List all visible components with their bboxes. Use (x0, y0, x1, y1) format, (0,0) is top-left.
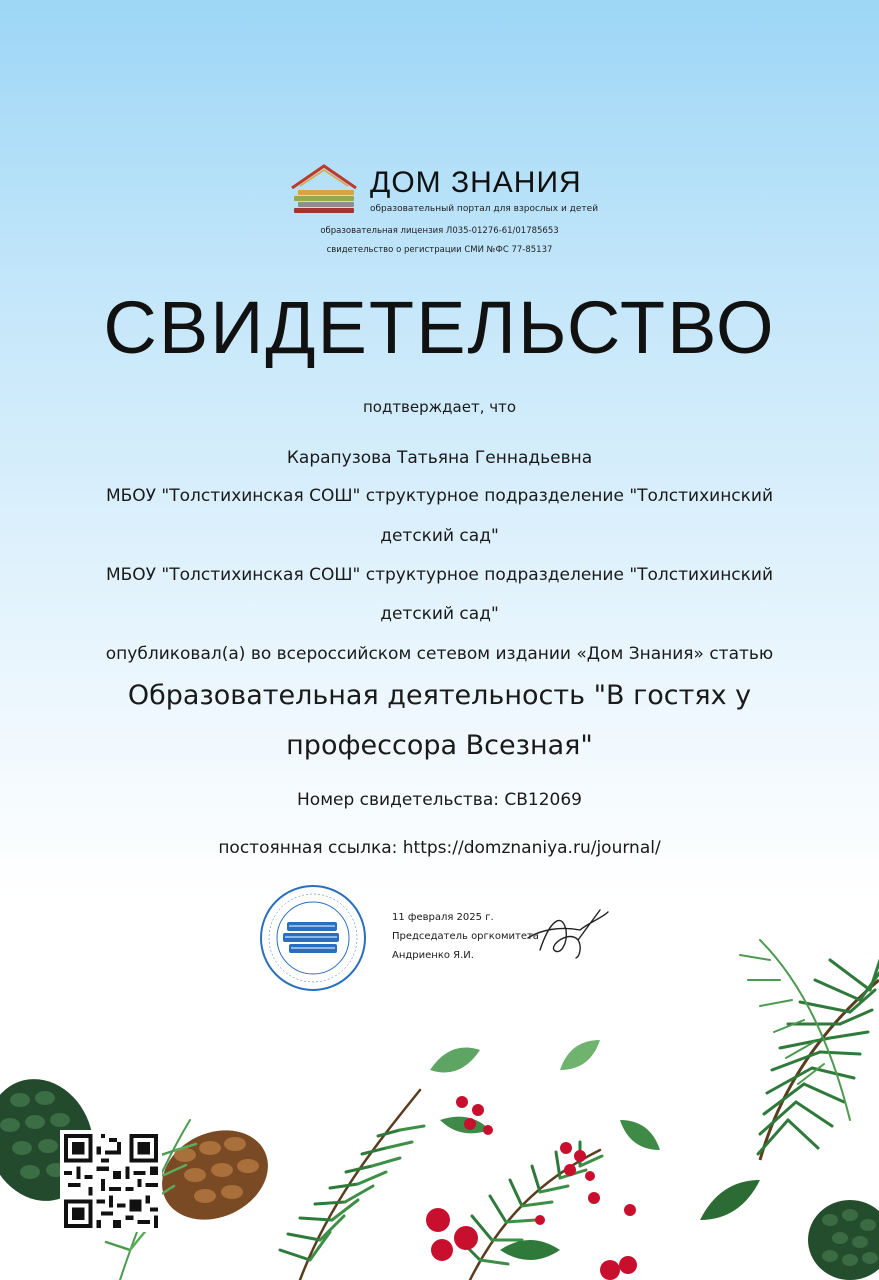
published-text: опубликовал(а) во всероссийском сетевом издании «Дом Знания» статью (105, 644, 774, 664)
registration-line: свидетельство о регистрации СМИ №ФС 77-85137 (326, 245, 553, 255)
logo-title: ДОМ ЗНАНИЯ (370, 166, 582, 199)
logo-subtitle: образовательный портал для взрослых и детей (370, 204, 599, 214)
confirms-text: подтверждает, что (362, 398, 517, 416)
person-name: Карапузова Татьяна Геннадьевна (286, 448, 593, 468)
issue-date: 11 февраля 2025 г. (392, 912, 494, 923)
organization-1-line1: МБОУ "Толстихинская СОШ" структурное подразделение "Толстихинский (105, 486, 774, 506)
certificate-number: Номер свидетельства: СВ12069 (297, 790, 582, 810)
article-title-line1: Образовательная деятельность "В гостях у (127, 680, 752, 711)
article-title-line2: профессора Всезная" (286, 730, 593, 761)
qr-code-icon (60, 1130, 162, 1232)
signer-position: Председатель оргкомитета (392, 931, 539, 942)
pine-branch-right (740, 940, 879, 1160)
books-house-icon (290, 160, 360, 216)
signer-name: Андриенко Я.И. (392, 950, 474, 961)
brown-pine-cone (147, 1114, 282, 1237)
organization-1-line2: детский сад" (380, 526, 499, 546)
permanent-link: постоянная ссылка: https://domznaniya.ru/journal/ (218, 838, 661, 858)
pine-cone-right (808, 1200, 879, 1280)
organization-2-line1: МБОУ "Толстихинская СОШ" структурное подразделение "Толстихинский (105, 565, 774, 585)
license-line: образовательная лицензия Л035-01276-61/01785653 (320, 226, 559, 236)
organization-2-line2: детский сад" (380, 604, 499, 624)
certificate-title: СВИДЕТЕЛЬСТВО (103, 286, 776, 369)
